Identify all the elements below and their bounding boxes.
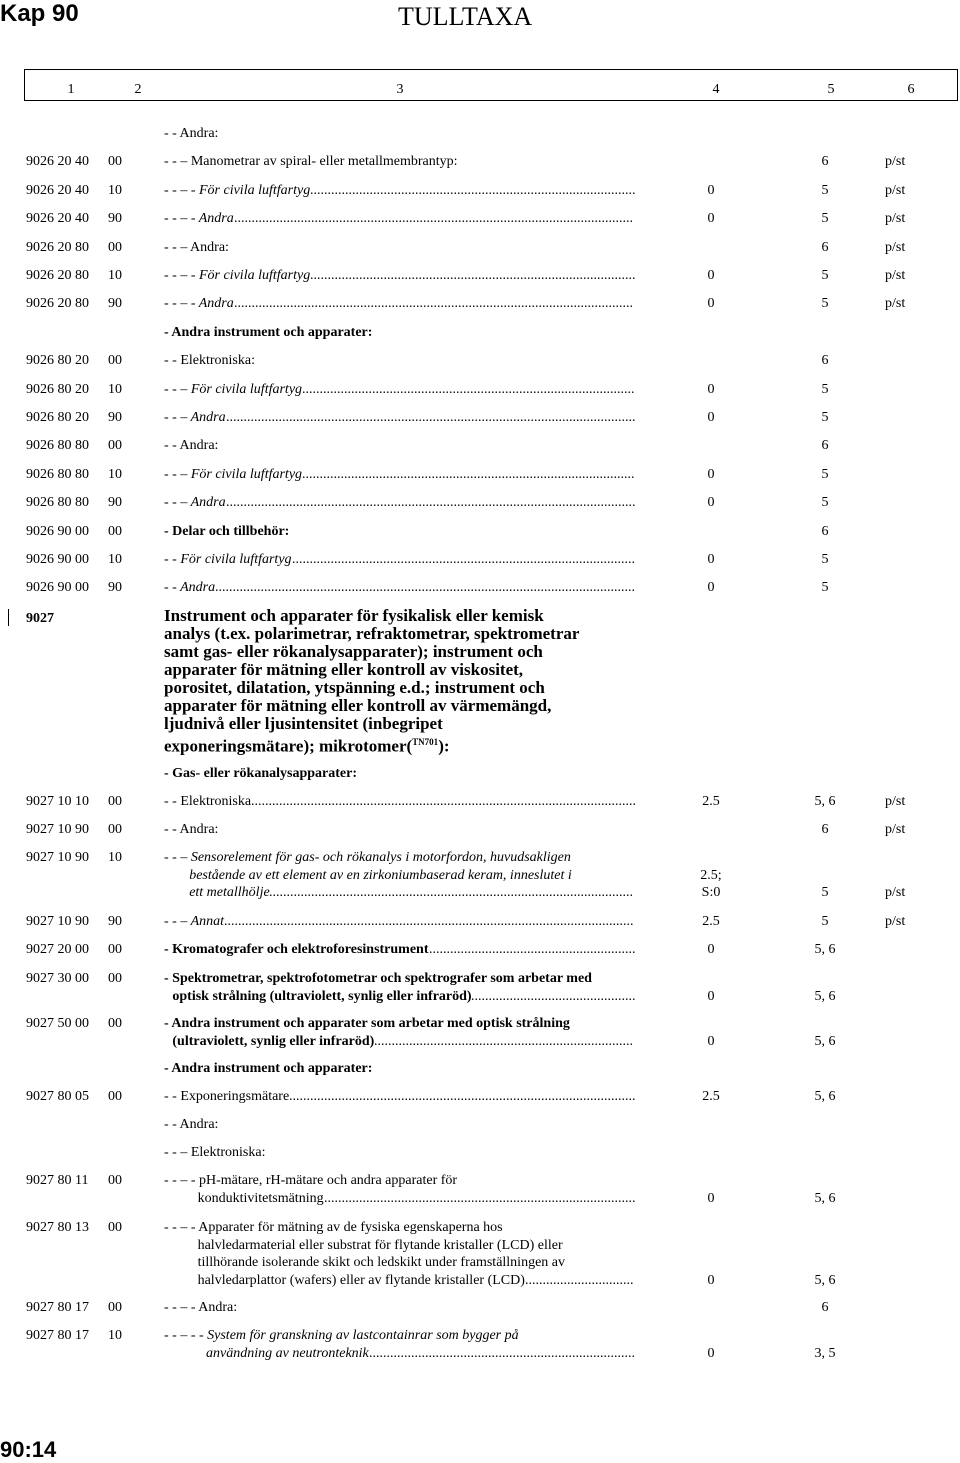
duty-rate: S:0 [701,885,721,900]
unit: p/st [885,885,906,900]
cn-code: 9026 20 80 [26,239,89,255]
heading-code-9027: 9027 [26,611,54,626]
vat-code: 5 [821,552,829,567]
taric-subcode: 10 [108,552,122,567]
dot-leader: ........................................................... [429,942,636,957]
taric-subcode: 00 [108,822,122,837]
taric-subcode: 10 [108,268,122,283]
cn-code: 9026 90 00 [26,552,89,567]
description: - - – Manometrar av spiral- eller metallmembrantyp: [164,154,458,170]
vat-code: 5 [821,296,829,312]
description-line: - Andra instrument och apparater: [164,1061,373,1076]
vat-code: 5 [821,580,829,596]
description-line: optisk strålning (ultraviolett, synlig eller infraröd) [172,988,472,1004]
dot-leader: ........................................................................................................................ [215,580,635,596]
table-row [0,1300,960,1318]
description: - - – För civila luftfartyg [164,381,303,397]
dot-leader: ............................................................................................. [310,268,636,283]
unit: p/st [885,822,906,837]
duty-rate: 0 [707,1345,715,1361]
description-line: - - Andra: [164,822,219,837]
table-row [0,1089,960,1107]
taric-subcode: 00 [108,794,122,809]
table-row [0,1173,960,1208]
vat-code: 5 [821,885,829,900]
duty-rate: 0 [707,466,715,482]
duty-rate: 0 [707,1190,715,1206]
taric-subcode: 90 [108,580,122,596]
description: - - För civila luftfartyg [164,552,292,567]
table-row [0,211,960,229]
column-number-1: 1 [67,82,75,97]
taric-subcode: 00 [108,1016,122,1031]
dot-leader: ............................................... [471,988,636,1004]
heading-line [164,733,579,756]
cn-code: 9027 10 10 [26,794,89,809]
description-line: - - – Sensorelement för gas- och rökanalys i motorfordon, huvudsakligen [164,850,571,865]
heading-line: Instrument och apparater för fysikalisk eller kemisk [164,606,544,625]
heading-line: apparater för mätning eller kontroll av viskositet, [164,660,524,679]
description: - - Andra: [164,126,219,141]
description: - - – - För civila luftfartyg [164,268,311,283]
cn-code: 9026 80 80 [26,438,89,454]
dot-leader: ........................................................................................................ [269,885,633,900]
description-line: (ultraviolett, synlig eller infraröd) [172,1033,375,1049]
taric-subcode: 00 [108,971,122,986]
table-row [0,1117,960,1135]
table-row [0,580,960,598]
cn-code: 9026 90 00 [26,580,89,596]
description-line: - Spektrometrar, spektrofotometrar och spektrografer som arbetar med [164,971,592,986]
dot-leader: ..................................................................................................................... [226,410,636,425]
description: - - – - Andra [164,211,234,227]
taric-subcode: 00 [108,942,122,957]
duty-rate: 2.5 [702,1089,720,1104]
column-number-5: 5 [827,82,835,97]
cn-code: 9026 20 80 [26,296,89,312]
table-row [0,1061,960,1079]
page-number: 90:14 [0,1437,57,1462]
table-row [0,353,960,371]
unit: p/st [885,154,906,170]
taric-subcode: 10 [108,182,122,198]
duty-rate: 0 [707,381,715,397]
cn-code: 9026 20 40 [26,211,89,227]
description: - Andra instrument och apparater: [164,324,373,340]
table-row [0,467,960,485]
vat-code: 5 [821,410,829,425]
table-row [0,154,960,172]
vat-code: 6 [821,154,829,170]
description: - Delar och tillbehör: [164,523,290,539]
heading-9027 [164,607,579,756]
duty-rate: 0 [707,268,715,283]
table-row [0,552,960,570]
table-row [0,382,960,400]
dot-leader: ................................................................................................... [289,1089,636,1104]
duty-rate: 0 [707,182,715,198]
unit: p/st [885,268,906,283]
vat-code: 6 [821,822,829,837]
table-row [0,524,960,542]
cn-code: 9027 80 11 [26,1173,89,1188]
taric-subcode: 00 [108,1089,122,1104]
description-line: halvledarmaterial eller substrat för flytande kristaller (LCD) eller [197,1237,563,1253]
cn-code: 9026 80 20 [26,381,89,397]
taric-subcode: 10 [108,1328,122,1343]
description-line: tillhörande isolerande skikt och ledskikt under framställningen av [197,1255,565,1270]
table-row [0,438,960,456]
cn-code: 9026 20 80 [26,268,89,283]
taric-subcode: 00 [108,1220,122,1235]
dot-leader: ............................................................................................. [310,182,636,198]
table-row [0,183,960,201]
cn-code: 9026 20 40 [26,182,89,198]
column-number-6: 6 [907,82,915,97]
document-title: TULLTAXA [398,2,533,31]
cn-code: 9027 20 00 [26,942,89,957]
vat-code: 6 [821,1300,829,1315]
cn-code: 9027 30 00 [26,971,89,986]
taric-subcode: 10 [108,850,122,865]
duty-rate: 2.5 [702,914,720,929]
duty-rate: 0 [707,296,715,312]
taric-subcode: 90 [108,495,122,511]
heading-line: samt gas- eller rökanalysapparater); instrument och [164,642,543,661]
taric-subcode: 90 [108,914,122,929]
table-row [0,766,960,784]
footnote-ref: TN701 [412,737,439,747]
unit: p/st [885,296,906,312]
taric-subcode: 00 [108,523,122,539]
description-line: - - Exponeringsmätare [164,1089,290,1104]
cn-code: 9027 80 05 [26,1089,89,1104]
taric-subcode: 90 [108,211,122,227]
description: - - – Andra: [164,239,229,255]
cn-code: 9027 10 90 [26,822,89,837]
vat-code: 5, 6 [814,1033,836,1049]
cn-code: 9027 80 13 [26,1220,89,1235]
vat-code: 5, 6 [814,988,836,1004]
cn-code: 9026 80 20 [26,353,89,369]
cn-code: 9026 80 80 [26,495,89,511]
dot-leader: ............................................................................ [369,1345,635,1361]
description: - - – - Andra [164,296,234,312]
description: - - Elektroniska: [164,353,255,369]
change-bar [8,609,9,626]
vat-code: 5, 6 [814,1190,836,1206]
table-row [0,914,960,932]
taric-subcode: 00 [108,1300,122,1315]
vat-code: 6 [821,523,829,539]
cn-code: 9026 80 80 [26,466,89,482]
vat-code: 5, 6 [814,1272,836,1288]
dot-leader: ............................................................................................... [302,466,635,482]
vat-code: 5, 6 [814,1089,836,1104]
unit: p/st [885,211,906,227]
description-line: - Andra instrument och apparater som arbetar med optisk strålning [164,1016,570,1031]
table-row [0,1016,960,1051]
cn-code: 9026 80 20 [26,410,89,425]
description-line: bestående av ett element av en zirkoniumbaserad keram, inneslutet i [189,867,572,883]
description: - - – - För civila luftfartyg [164,182,311,198]
duty-rate: 2.5; [700,867,722,883]
table-row [0,268,960,286]
column-number-2: 2 [134,82,142,97]
dot-leader: .................................................................................................................. [234,211,633,227]
description-line: konduktivitetsmätning [197,1190,324,1206]
description: - - Andra: [164,438,219,454]
heading-line-tail: ): [438,736,450,756]
table-row [0,240,960,258]
description-line: - Gas- eller rökanalysapparater: [164,766,357,781]
dot-leader: ..................................................................................................................... [226,495,636,511]
cn-code: 9027 10 90 [26,850,89,865]
duty-rate: 0 [707,410,715,425]
duty-rate: 0 [707,495,715,511]
table-row [0,822,960,840]
cn-code: 9026 90 00 [26,523,89,539]
vat-code: 5, 6 [814,942,836,957]
dot-leader: ............................................................................................... [302,381,635,397]
unit: p/st [885,794,906,809]
vat-code: 5 [821,914,829,929]
duty-rate: 0 [707,580,715,596]
duty-rate: 2.5 [702,794,720,809]
table-row [0,794,960,812]
dot-leader: .................................................................................................................. [234,296,633,312]
vat-code: 5 [821,268,829,283]
vat-code: 5 [821,495,829,511]
heading-line: ljudnivå eller ljusintensitet (inbegripet [164,714,443,733]
taric-subcode: 10 [108,466,122,482]
description-line: - - – - pH-mätare, rH-mätare och andra apparater för [164,1173,458,1188]
cn-code: 9027 80 17 [26,1300,89,1315]
heading-line: apparater för mätning eller kontroll av värmemängd, [164,696,552,715]
heading-line: porositet, dilatation, ytspänning e.d.; instrument och [164,678,545,697]
vat-code: 6 [821,438,829,454]
description-line: användning av neutronteknik [206,1345,369,1361]
heading-line: analys (t.ex. polarimetrar, refraktometrar, spektrometrar [164,624,580,643]
chapter-label: Kap 90 [0,0,79,27]
duty-rate: 0 [707,1272,715,1288]
unit: p/st [885,182,906,198]
duty-rate: 0 [707,942,715,957]
taric-subcode: 90 [108,410,122,425]
taric-subcode: 90 [108,296,122,312]
table-row [0,942,960,960]
duty-rate: 0 [707,552,715,567]
unit: p/st [885,914,906,929]
table-row [0,410,960,428]
table-row [0,850,960,903]
description-line: - - Andra: [164,1117,219,1132]
description-line: - - – - - System för granskning av lastcontainrar som bygger på [164,1328,519,1343]
description-line: - - – Annat [164,914,225,929]
description-line: - - – - Andra: [164,1300,238,1315]
vat-code: 6 [821,239,829,255]
table-row [0,296,960,314]
table-row [0,971,960,1006]
description: - - – Andra [164,410,226,425]
table-row [0,126,960,144]
column-number-4: 4 [712,82,720,97]
vat-code: 5 [821,466,829,482]
table-row [0,1220,960,1290]
dot-leader: .............................................................................................................. [251,794,636,809]
vat-code: 5 [821,381,829,397]
column-number-3: 3 [396,82,404,97]
dot-leader: .................................................................................................. [292,552,635,567]
taric-subcode: 00 [108,154,122,170]
dot-leader: ......................................................................................... [324,1190,636,1206]
dot-leader: .......................................................................... [374,1033,633,1049]
vat-code: 3, 5 [814,1345,836,1361]
table-row [0,1328,960,1363]
description-line: - - – - Apparater för mätning av de fysiska egenskaperna hos [164,1220,503,1235]
cn-code: 9026 20 40 [26,154,89,170]
taric-subcode: 00 [108,239,122,255]
table-row [0,1145,960,1163]
description-line: - Kromatografer och elektroforesinstrument [164,942,429,957]
vat-code: 5 [821,182,829,198]
dot-leader: ............................... [525,1272,634,1288]
table-row [0,495,960,513]
column-header-box [24,69,958,101]
cn-code: 9027 80 17 [26,1328,89,1343]
vat-code: 5, 6 [814,794,836,809]
taric-subcode: 00 [108,353,122,369]
description-line: halvledarplattor (wafers) eller av flytande kristaller (LCD) [197,1272,525,1288]
cn-code: 9027 10 90 [26,914,89,929]
description: - - – Andra [164,495,226,511]
taric-subcode: 10 [108,381,122,397]
duty-rate: 0 [707,211,715,227]
description-line: - - Elektroniska [164,794,252,809]
description-line: ett metallhölje [189,885,270,900]
taric-subcode: 00 [108,1173,122,1188]
description: - - Andra [164,580,216,596]
dot-leader: ..................................................................................................................... [224,914,634,929]
cn-code: 9027 50 00 [26,1016,89,1031]
heading-line-text: exponeringsmätare); mikrotomer( [164,736,413,756]
vat-code: 5 [821,211,829,227]
vat-code: 6 [821,353,829,369]
duty-rate: 0 [707,1033,715,1049]
description: - - – För civila luftfartyg [164,466,303,482]
table-row [0,325,960,343]
unit: p/st [885,239,906,255]
taric-subcode: 00 [108,438,122,454]
duty-rate: 0 [707,988,715,1004]
description-line: - - – Elektroniska: [164,1145,266,1160]
